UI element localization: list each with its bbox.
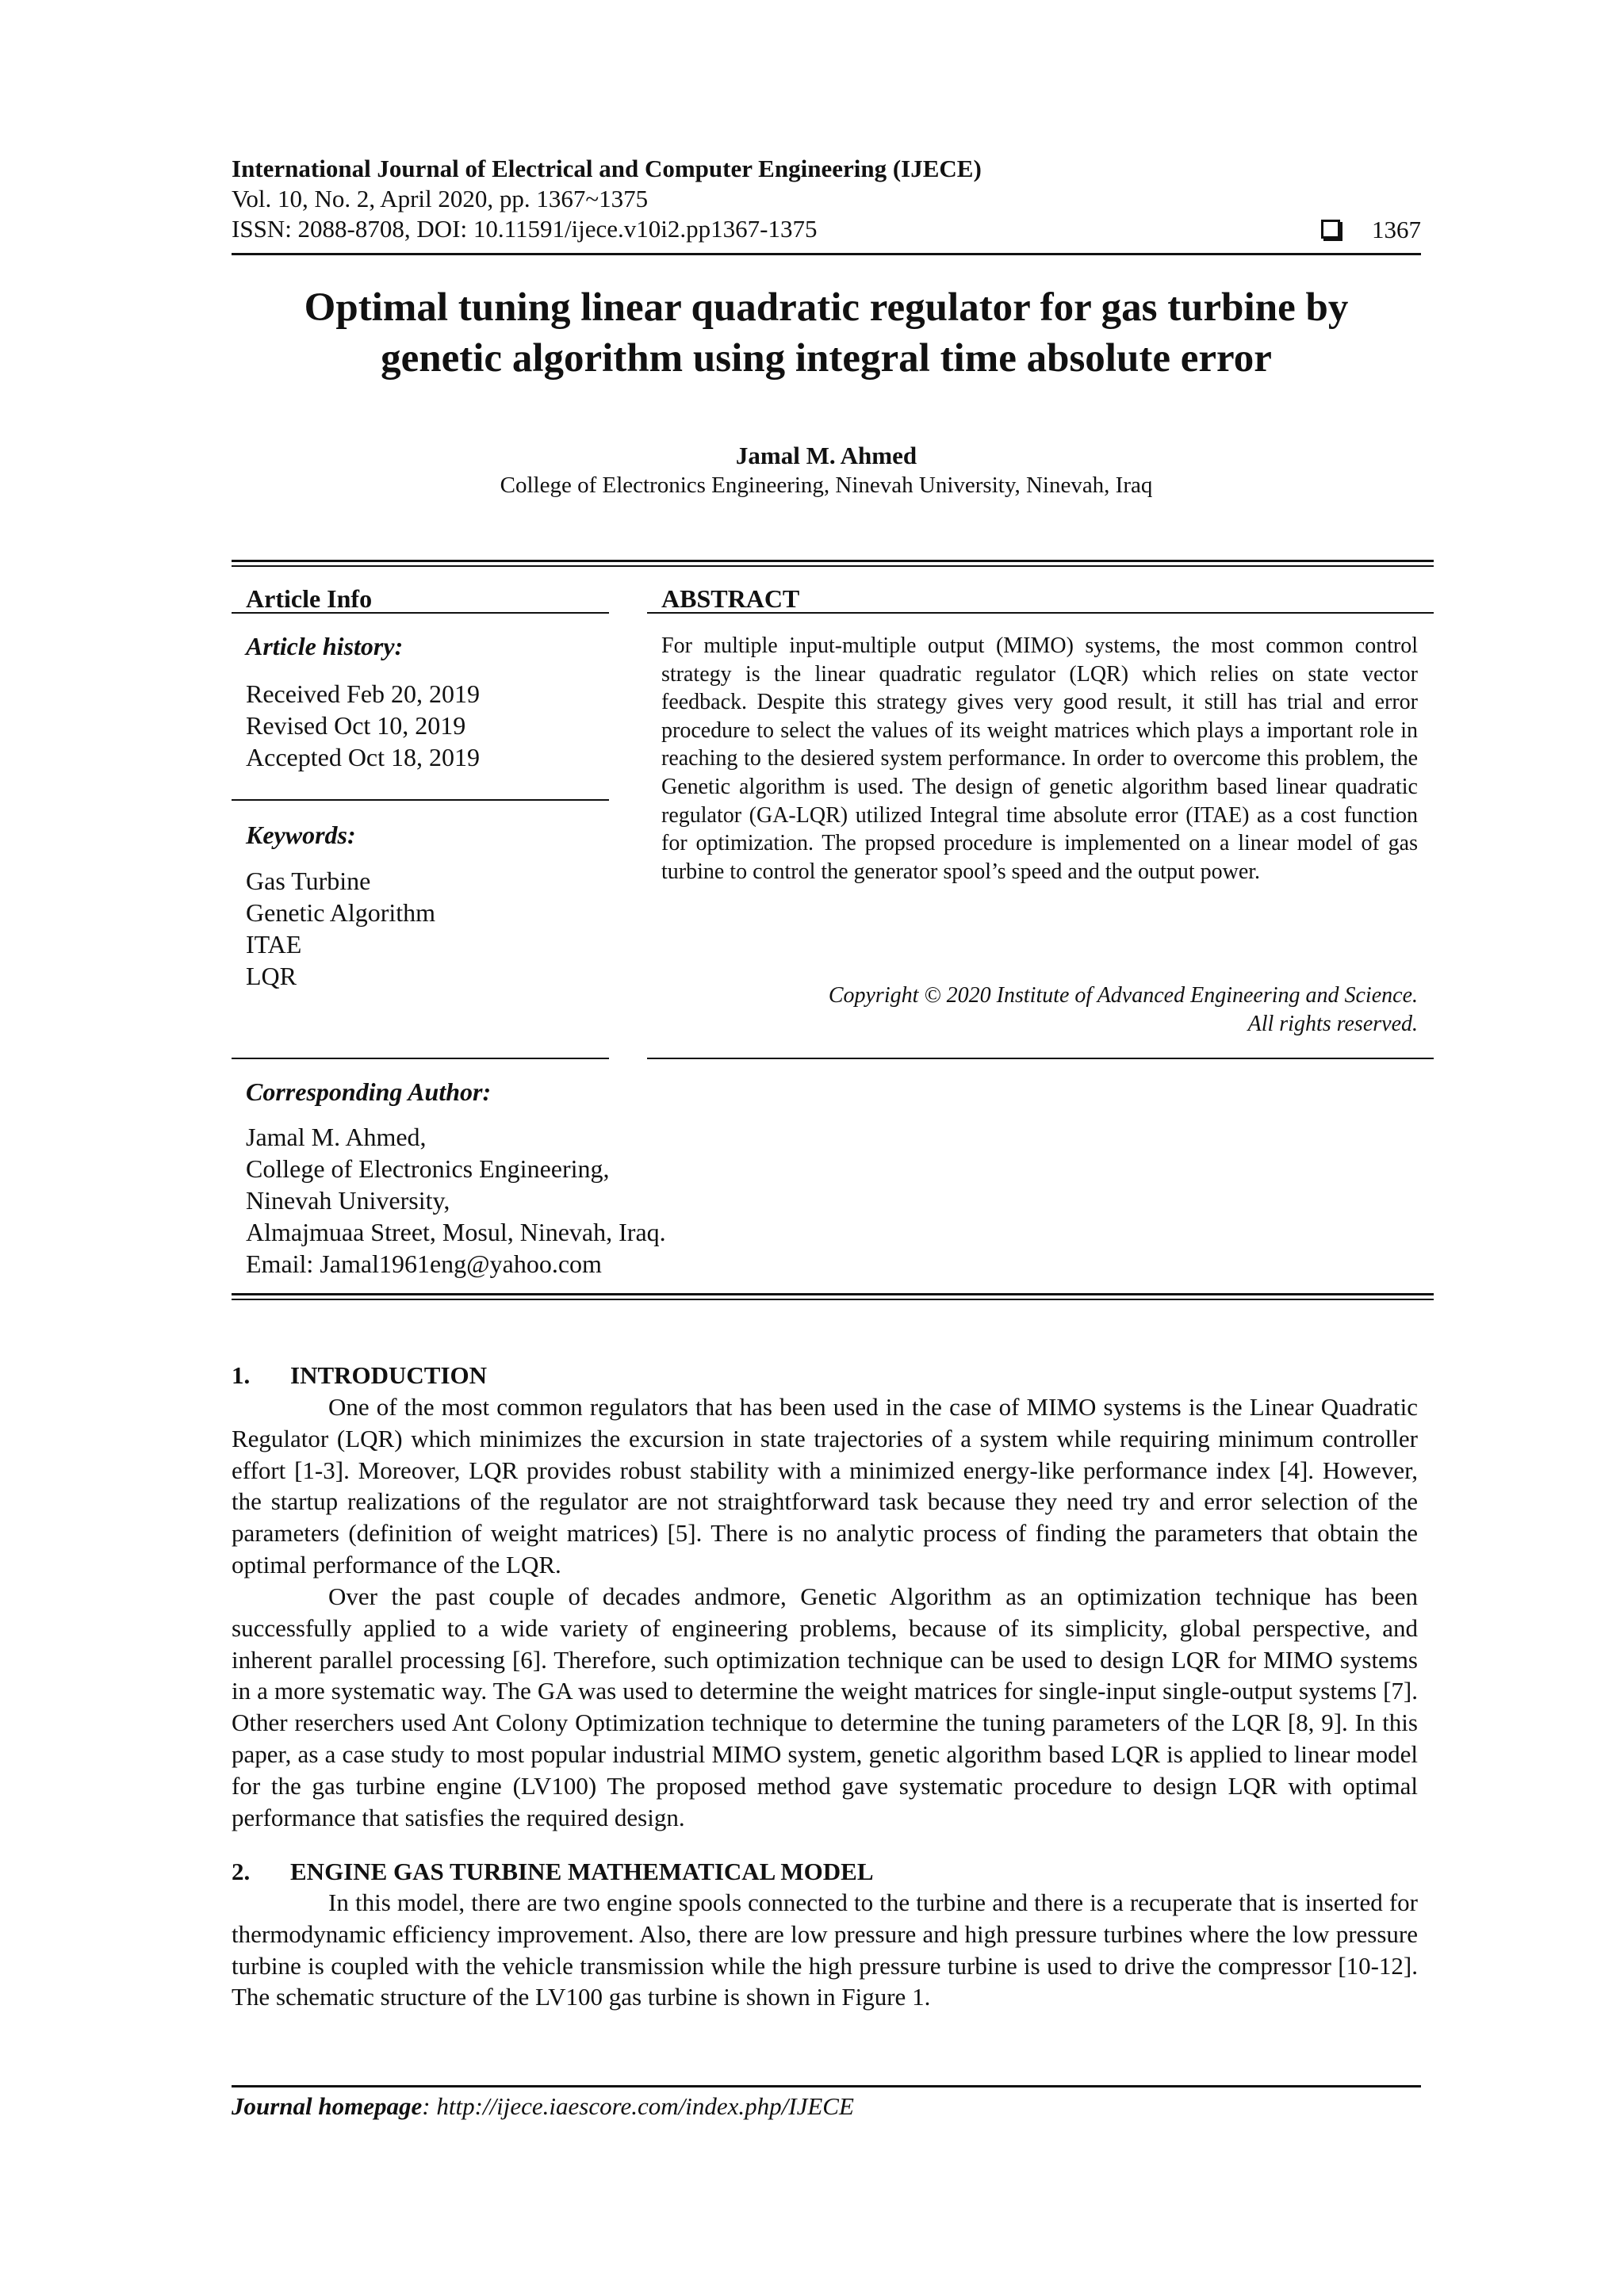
corresponding-address: Almajmuaa Street, Mosul, Ninevah, Iraq. [246,1218,666,1246]
paper-title [232,282,1421,384]
history-accepted: Accepted Oct 18, 2019 [246,743,481,771]
keywords-list [246,865,435,992]
info-box-top-rule [232,560,1434,567]
page-number-block [1321,215,1421,245]
keyword-item: Gas Turbine [246,867,371,895]
journal-homepage-link[interactable]: : http://ijece.iaescore.com/index.php/IJECE [422,2092,854,2120]
footer-rule [232,2085,1421,2087]
corresponding-author-details [246,1121,666,1280]
keywords-rule [232,1058,609,1059]
paper-title-line-2: genetic algorithm using integral time absolute error [381,336,1272,381]
corresponding-author-heading: Corresponding Author: [246,1077,492,1106]
copyright-notice [661,982,1418,1039]
article-history-list [246,678,480,773]
journal-homepage [232,2091,854,2122]
history-revised: Revised Oct 10, 2019 [246,711,466,740]
journal-name: International Journal of Electrical and Computer Engineering (IJECE) [232,155,982,182]
model-paragraph-1: In this model, there are two engine spools connected to the turbine and there is a recuperate that is inserted for thermodynamic efficiency improvement. Also, there are low pressure and high pressure turbines where the low pressure turbine is coupled with the vehicle transmission while the high pressure turbine is used to drive the compressor [10-12]. The schematic structure of the LV100 gas turbine is shown in Figure 1. [232,1888,1418,2011]
keyword-item: Genetic Algorithm [246,898,436,927]
author-affiliation: College of Electronics Engineering, Ninevah University, Ninevah, Iraq [500,473,1153,498]
abstract-heading: ABSTRACT [661,584,800,613]
section-title: INTRODUCTION [290,1361,488,1389]
section-heading-model [232,1857,874,1887]
article-history-heading: Article history: [246,632,404,660]
corresponding-university: Ninevah University, [246,1186,450,1215]
square-box-icon [1321,220,1340,239]
journal-volume: Vol. 10, No. 2, April 2020, pp. 1367~1375 [232,185,649,212]
copyright-line-1: Copyright © 2020 Institute of Advanced Engineering and Science. [828,983,1418,1008]
corresponding-email: Email: Jamal1961eng@yahoo.com [246,1249,602,1278]
journal-header [232,154,1421,244]
copyright-rule [647,1058,1434,1059]
keyword-item: ITAE [246,930,302,959]
page-number: 1367 [1372,216,1421,243]
section-number: 1. [232,1361,251,1389]
article-info-heading: Article Info [246,584,373,613]
copyright-line-2: All rights reserved. [1247,1012,1418,1036]
info-box-bottom-rule [232,1293,1434,1300]
journal-issn-doi: ISSN: 2088-8708, DOI: 10.11591/ijece.v10i2.pp1367-1375 [232,215,818,243]
intro-paragraph-2: Over the past couple of decades andmore, Genetic Algorithm as an optimization technique has been successfully applied to a wide variety of engineering problems, because of its simplicity, global perspective, and inherent parallel processing [6]. Therefore, such optimization technique can be used to design LQR for MIMO systems in a more systematic way. The GA was used to determine the weight matrices for single-input single-output systems [7]. Other reserchers used Ant Colony Optimization technique to determine the tuning parameters of the LQR [8, 9]. In this paper, as a case study to most popular industrial MIMO system, genetic algorithm based LQR is applied to linear model for the gas turbine engine (LV100) The proposed method gave systematic procedure to design LQR with optimal performance that satisfies the required design. [232,1582,1418,1831]
abstract-text: For multiple input-multiple output (MIMO) systems, the most common control strategy is the linear quadratic regulator (LQR) which relies on state vector feedback. Despite this strategy gives very good result, it still has trial and error procedure to select the values of its weight matrices which plays a important role in reaching to the desiered system performance. In order to overcome this problem, the Genetic algorithm is used. The design of genetic algorithm based linear quadratic regulator (GA-LQR) utilized Integral time absolute error (ITAE) as a cost function for optimization. The propsed procedure is implemented on a linear model of gas turbine to control the generator spool’s speed and the output power. [661,633,1418,884]
corresponding-name: Jamal M. Ahmed, [246,1123,427,1151]
section-number: 2. [232,1858,251,1885]
history-received: Received Feb 20, 2019 [246,679,481,708]
intro-paragraph-1: One of the most common regulators that has been used in the case of MIMO systems is the Linear Quadratic Regulator (LQR) which minimizes the excursion in state trajectories of a system while requiring minimum controller effort [1-3]. Moreover, LQR provides robust stability with a minimized energy-like performance index [4]. However, the startup realizations of the regulator are not straightforward task because they need try and error selection of the parameters (definition of weight matrices) [5]. There is no analytic process of finding the parameters that obtain the optimal performance of the LQR. [232,1393,1418,1578]
corresponding-college: College of Electronics Engineering, [246,1154,610,1183]
abstract-rule [647,612,1434,614]
history-rule [232,799,609,801]
paper-title-line-1: Optimal tuning linear quadratic regulator for gas turbine by [304,285,1349,330]
journal-homepage-label: Journal homepage [232,2092,423,2120]
keyword-item: LQR [246,962,297,990]
section-title: ENGINE GAS TURBINE MATHEMATICAL MODEL [290,1858,874,1885]
keywords-heading: Keywords: [246,821,356,849]
section-heading-introduction [232,1360,487,1391]
header-rule [232,253,1421,255]
author-name: Jamal M. Ahmed [735,442,917,469]
article-info-rule [232,612,609,614]
